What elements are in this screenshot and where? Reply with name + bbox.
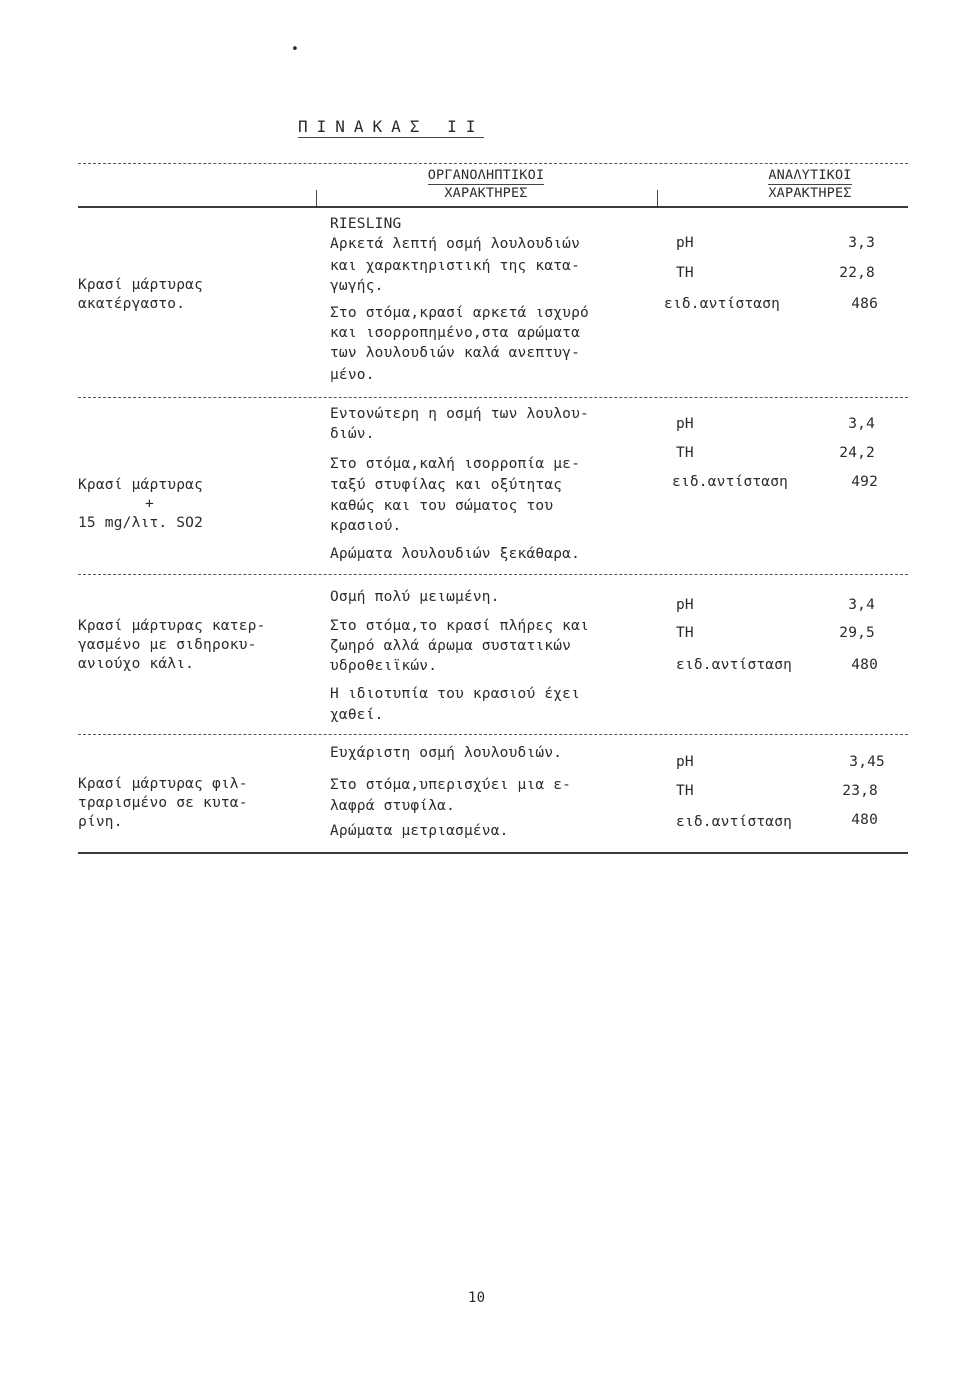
row-1-desc-line: και ισορροπημένο,στα αρώματα [330,325,581,341]
ph-label: pH [676,754,694,770]
row-1-desc-line: γωγής. [330,278,384,294]
stray-mark: • [291,42,300,57]
header-divider-right [657,190,658,206]
row-3-desc-line: Στο στόμα,το κρασί πλήρες και [330,618,589,634]
row-4-sample-line: τραρισμένο σε κυτα- [78,795,248,811]
row-1-desc-line: Αρκετά λεπτή οσμή λουλουδιών [330,236,581,252]
resistivity-label: ειδ.αντίσταση [664,296,781,312]
row-4-desc-line: Αρώματα μετριασμένα. [330,823,509,839]
row-3-sample-line: γασμένο με σιδηροκυ- [78,637,257,653]
resistivity-value: 480 [851,657,878,673]
row-1-desc-line: των λουλουδιών καλά ανεπτυγ- [330,345,581,361]
header-bottom-rule [78,206,908,208]
row-4-desc-line: λαφρά στυφίλα. [330,798,456,814]
row-1-sample-line: Κρασί μάρτυρας [78,277,204,293]
table-bottom-rule [78,852,908,854]
row-1-desc-line: μένο. [330,367,375,383]
th-label: TH [676,265,694,281]
th-label: TH [676,783,694,799]
row-4-sample-line: Κρασί μάρτυρας φιλ- [78,776,248,792]
row-4-desc-line: Ευχάριστη οσμή λουλουδιών. [330,745,563,761]
row-3-sample-line: Κρασί μάρτυρας κατερ- [78,618,266,634]
row-2-desc-line: Εντονώτερη η οσμή των λουλου- [330,406,589,422]
row-2-desc-line: ταξύ στυφίλας και οξύτητας [330,477,563,493]
row-2-desc-line: κρασιού. [330,518,402,534]
th-label: TH [676,445,694,461]
resistivity-label: ειδ.αντίσταση [676,814,793,830]
row-2-desc-line: διών. [330,426,375,442]
row-2-sample-line: + [145,496,154,512]
header-organoleptic [316,167,656,202]
th-value: 29,5 [839,625,875,641]
th-value: 24,2 [839,445,875,461]
header-divider-left [316,190,317,206]
table-title: ΠΙΝΑΚΑΣ ΙΙ [298,117,485,136]
row-2-sample-line: 15 mg/λιτ. SO2 [78,515,204,531]
ph-label: pH [676,597,694,613]
resistivity-value: 486 [851,296,878,312]
header-organoleptic-line1: ΟΡΓΑΝΟΛΗΠΤΙΚΟΙ [427,167,545,183]
resistivity-value: 480 [851,812,878,828]
ph-value: 3,3 [848,235,875,251]
row-4-sample-line: ρίνη. [78,814,123,830]
resistivity-label: ειδ.αντίσταση [672,474,789,490]
resistivity-value: 492 [851,474,878,490]
header-top-rule [78,163,908,164]
th-value: 22,8 [839,265,875,281]
row-3-sample [78,617,308,674]
row-3-sample-line: ανιούχο κάλι. [78,656,195,672]
ph-label: pH [676,416,694,432]
row-2-desc-line: Στο στόμα,καλή ισορροπία με- [330,456,581,472]
row-divider [78,397,908,398]
row-3-desc-line: ζωηρό αλλά άρωμα συστατικών [330,638,572,654]
header-analytical-line2: ΧΑΡΑΚΤΗΡΕΣ [768,185,852,201]
row-2-desc-line: καθώς και του σώματος του [330,498,554,514]
resistivity-label: ειδ.αντίσταση [676,657,793,673]
row-2-desc-line: Αρώματα λουλουδιών ξεκάθαρα. [330,546,581,562]
row-divider [78,734,908,735]
row-3-desc-line: Οσμή πολύ μειωμένη. [330,589,500,605]
row-3-desc-line: υδροθειϊκών. [330,658,438,674]
row-divider [78,574,908,575]
page-number: 10 [468,1290,486,1306]
header-analytical-line1: ΑΝΑΛΥΤΙΚΟΙ [768,167,852,183]
th-label: TH [676,625,694,641]
row-1-sample [78,276,308,314]
row-1-desc-line: και χαρακτηριστική της κατα- [330,258,581,274]
row-1-desc-line: Στο στόμα,κρασί αρκετά ισχυρό [330,305,589,321]
header-organoleptic-line2: ΧΑΡΑΚΤΗΡΕΣ [444,185,528,201]
row-1-desc-line: RIESLING [330,216,402,232]
row-4-desc-line: Στο στόμα,υπερισχύει μια ε- [330,777,572,793]
ph-value: 3,4 [848,597,875,613]
header-analytical [715,167,905,202]
row-2-sample [78,476,308,533]
ph-value: 3,4 [848,416,875,432]
row-1-sample-line: ακατέργαστο. [78,296,186,312]
row-3-desc-line: Η ιδιοτυπία του κρασιού έχει [330,686,581,702]
row-2-sample-line: Κρασί μάρτυρας [78,477,204,493]
ph-label: pH [676,235,694,251]
th-value: 23,8 [842,783,878,799]
row-4-sample [78,775,308,832]
ph-value: 3,45 [849,754,885,770]
row-3-desc-line: χαθεί. [330,707,384,723]
